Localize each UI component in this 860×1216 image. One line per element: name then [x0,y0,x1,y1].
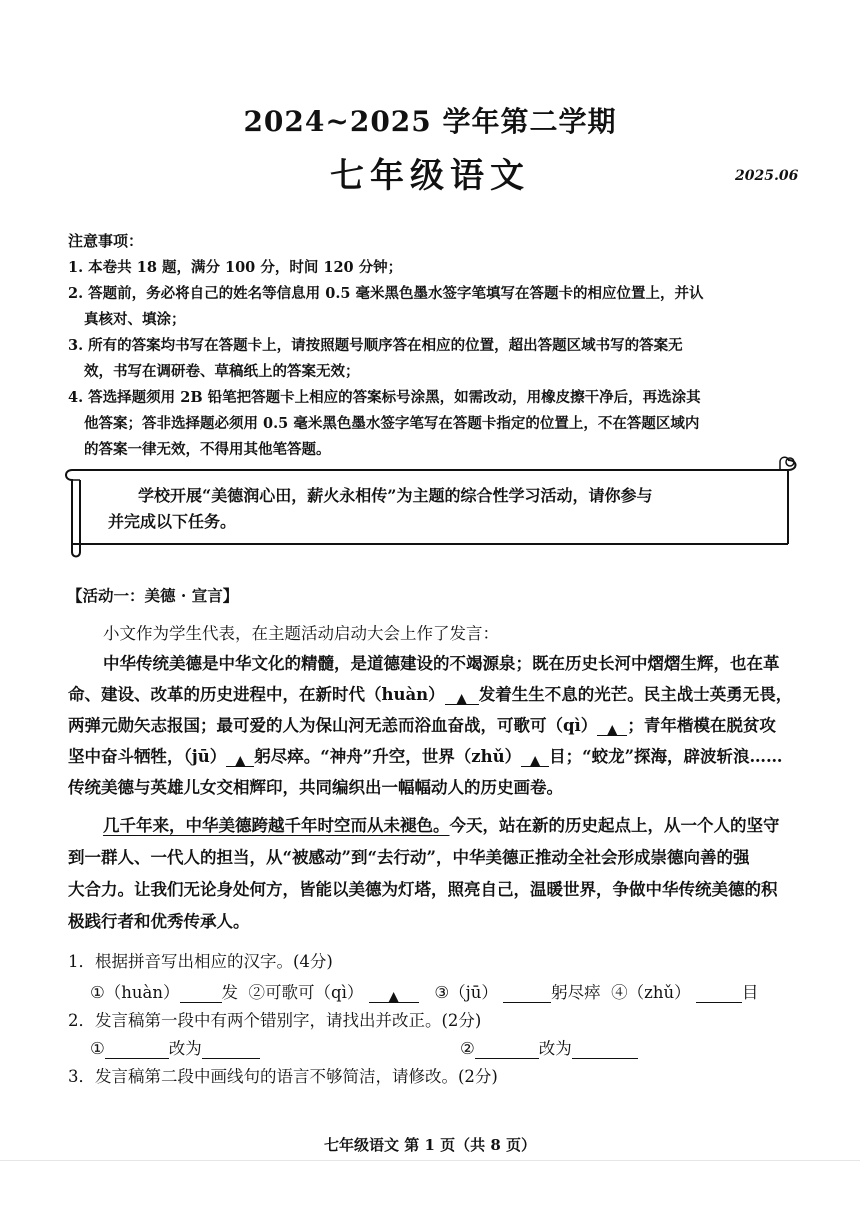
q1-item-label: ②可歌可（qì） [248,983,364,1002]
speech-p1-line: 传统美德与英雄儿女交相辉印，共同编织出一幅幅动人的历史画卷。 [68,778,563,797]
notice-item: 效，书写在调研卷、草稿纸上的答案无效； [84,363,360,380]
notice-item: 2. 答题前，务必将自己的姓名等信息用 0.5 毫米黑色墨水签字笔填写在答题卡的相应位置上，并认 [68,285,704,302]
triangle-marker-icon: ▲ [529,753,541,769]
q1-item-label: 躬尽瘁 [551,983,601,1002]
answer-blank [226,750,254,767]
banner-line-1 [138,483,652,506]
banner-prefix: 学校开展 [138,486,203,505]
answer-blank [445,688,479,705]
notice-item: 真核对、填涂； [84,311,186,328]
speech-p1-line [68,681,792,705]
answer-blank [369,986,419,1003]
notice-item: 他答案；答非选择题必须用 0.5 毫米黑色墨水签字笔写在答题卡指定的位置上，不在答题区域内 [84,415,700,432]
question-3: 3．发言稿第二段中画线句的语言不够简洁，请修改。(2分) [68,1067,498,1086]
date-note: 2025.06 [735,168,799,184]
question-1-items [90,979,758,1003]
speech-intro: 小文作为学生代表，在主题活动启动大会上作了发言： [103,624,499,643]
underlined-sentence: 几千年来，中华美德跨越千年时空而从未褪色。 [103,816,450,835]
speech-p2-line [103,812,780,836]
q2-item-label: 改为 [538,1039,572,1058]
q1-item-label: ④（zhǔ） [611,983,691,1002]
question-2-items [460,1035,638,1059]
speech-p2-line: 极践行者和优秀传承人。 [68,912,250,931]
answer-blank [105,1042,169,1059]
banner-suffix: 为主题的综合性学习活动，请你参与 [396,486,653,505]
notice-item: 3. 所有的答案均书写在答题卡上，请按照题号顺序答在相应的位置，超出答题区域书写的答案无 [68,337,683,354]
triangle-marker-icon: ▲ [388,989,399,1005]
question-2-items [90,1035,260,1059]
speech-p1-line [68,743,783,767]
banner-theme: “美德润心田，薪火永相传” [202,486,397,505]
speech-text: 目；“蛟龙”探海，辟波斩浪…… [549,747,783,766]
speech-text: 发着生生不息的光芒。民主战士英勇无畏， [478,685,793,704]
speech-text: 今天，站在新的历史起点上，从一个人的坚守 [449,816,780,835]
speech-text: ；青年楷模在脱贫攻 [627,716,776,735]
q2-item-label: ② [460,1039,475,1058]
activity-heading: 【活动一：美德 · 宣言】 [67,586,239,605]
answer-blank [696,986,742,1003]
speech-p1-line [68,712,776,736]
answer-blank [475,1042,539,1059]
q1-item-label: 目 [741,983,759,1002]
answer-blank [572,1042,638,1059]
notice-item: 1. 本卷共 18 题，满分 100 分，时间 120 分钟； [68,259,403,276]
speech-p2-line: 大合力。让我们无论身处何方，皆能以美德为灯塔，照亮自己，温暖世界，争做中华传统美德的积 [68,880,778,899]
q1-item-label: 发 [221,983,239,1002]
exam-subject-title: 七年级语文 [330,156,530,196]
answer-blank [180,986,222,1003]
speech-text: 躬尽瘁。“神舟”升空，世界（zhǔ） [254,747,522,766]
notice-item: 4. 答选择题须用 2B 铅笔把答题卡上相应的答案标号涂黑，如需改动，用橡皮擦干净后，再选涂其 [68,389,701,406]
q2-item-label: 改为 [168,1039,202,1058]
speech-text: 命、建设、改革的历史进程中，在新时代（huàn） [68,685,445,704]
q2-item-label: ① [90,1039,105,1058]
triangle-marker-icon: ▲ [456,691,468,707]
scroll-banner-frame [60,452,805,560]
answer-blank [503,986,551,1003]
answer-blank [202,1042,260,1059]
triangle-marker-icon: ▲ [606,722,618,738]
q1-item-label: ③（jū） [434,983,498,1002]
footer-divider [0,1160,860,1161]
q1-item-label: ①（huàn） [90,983,180,1002]
speech-text: 坚中奋斗牺牲，（jū） [68,747,227,766]
answer-blank [597,719,627,736]
speech-text: 两弹元勋矢志报国；最可爱的人为保山河无恙而浴血奋战，可歌可（qì） [68,716,598,735]
exam-term-title: 2024~2025 学年第二学期 [243,105,617,138]
speech-p1-line: 中华传统美德是中华文化的精髓，是道德建设的不竭源泉；既在历史长河中熠熠生辉，也在革 [103,654,780,673]
question-2: 2．发言稿第一段中有两个错别字，请找出并改正。(2分) [68,1011,482,1030]
page-footer: 七年级语文 第 1 页（共 8 页） [324,1136,536,1154]
notice-item: 的答案一律无效，不得用其他笔答题。 [84,441,331,458]
banner-line-2: 并完成以下任务。 [108,512,237,531]
answer-blank [521,750,549,767]
notice-title: 注意事项： [68,232,144,250]
speech-p2-line: 到一群人、一代人的担当，从“被感动”到“去行动”，中华美德正推动全社会形成崇德向善的强 [68,848,750,867]
triangle-marker-icon: ▲ [234,753,246,769]
question-1: 1．根据拼音写出相应的汉字。(4分) [68,952,333,971]
